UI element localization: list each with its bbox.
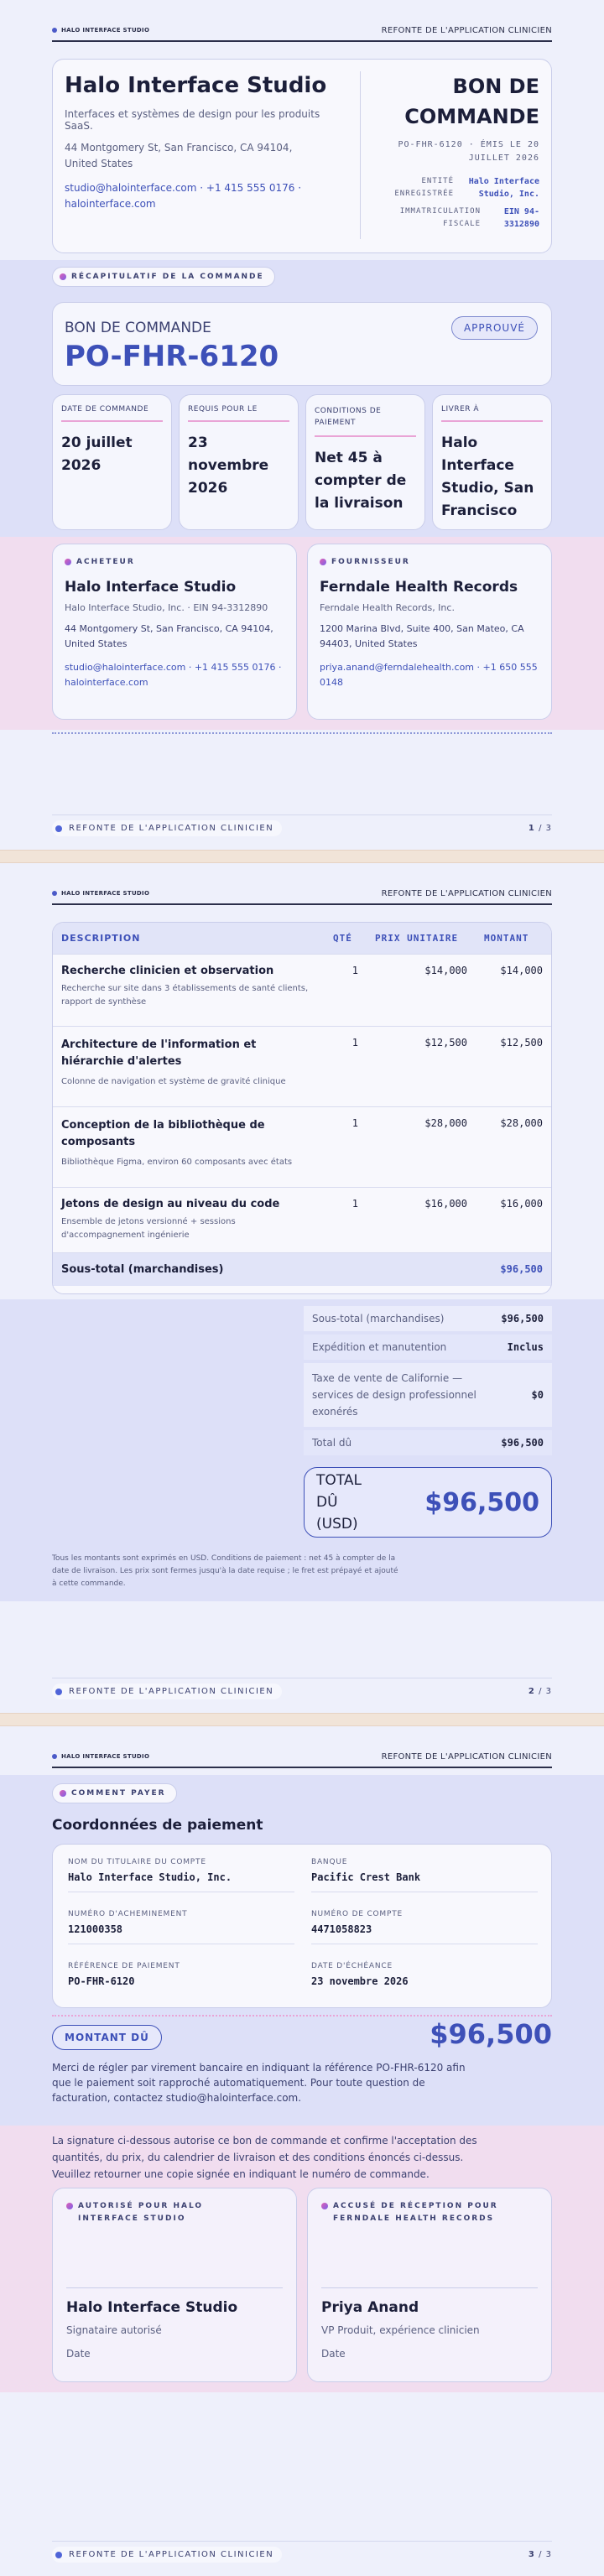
field-routing	[68, 1910, 294, 1944]
dot-icon	[60, 273, 66, 280]
buyer-name: Halo Interface Studio	[65, 579, 237, 596]
issuer-name: Halo Interface Studio	[65, 73, 327, 98]
supplier-card	[307, 544, 552, 720]
field-due-date	[311, 1962, 538, 1987]
supplier-name: Ferndale Health Records	[320, 579, 518, 596]
payment-instructions: Merci de régler par virement bancaire en indiquant la référence PO-FHR-6120 afin que le paiement soit rapproché automatiquement. Pour toute question de facturation, contactez studio@halointerface.com.	[52, 2062, 466, 2104]
fact-value: Net 45 à compter de la livraison	[315, 450, 407, 512]
fact-ship-to	[432, 394, 552, 530]
dot-icon	[321, 2203, 328, 2209]
item-qty: 1	[325, 1027, 367, 1107]
grand-total-label: TOTAL DÛ (USD)	[316, 1472, 362, 1533]
footer-label: REFONTE DE L'APPLICATION CLINICIEN	[69, 824, 274, 833]
field-value: 23 novembre 2026	[311, 1975, 409, 1987]
item-sub: Bibliothèque Figma, environ 60 composants avec états	[61, 1158, 293, 1167]
po-number: PO-FHR-6120	[65, 340, 279, 373]
project-name: REFONTE DE L'APPLICATION CLINICIEN	[381, 888, 552, 898]
brand-dot-icon	[52, 891, 57, 896]
item-sub: Recherche sur site dans 3 établissements de santé clients, rapport de synthèse	[61, 984, 309, 1007]
supplier-contact[interactable]: priya.anand@ferndalehealth.com · +1 650 555 0148	[320, 662, 538, 688]
brand-name: HALO INTERFACE STUDIO	[61, 890, 150, 897]
grand-total-value: $96,500	[424, 1487, 539, 1517]
totals-label: Total dû	[312, 1437, 352, 1449]
field-account-number	[311, 1910, 538, 1944]
item-qty: 1	[325, 1188, 367, 1253]
totals-value: $0	[531, 1389, 544, 1401]
item-qty: 1	[325, 955, 367, 1027]
dotted-divider	[52, 732, 552, 734]
amount-due-chip	[52, 2025, 162, 2050]
brand-dot-icon	[52, 1754, 57, 1759]
brand-dot-icon	[52, 28, 57, 33]
reg-label: IMMATRICULATION FISCALE	[399, 207, 481, 228]
summary-eyebrow: RÉCAPITULATIF DE LA COMMANDE	[71, 273, 264, 281]
field-value: 4471058823	[311, 1923, 538, 1944]
page-footer	[52, 814, 552, 836]
page-number: 1 / 3	[528, 824, 552, 833]
project-name: REFONTE DE L'APPLICATION CLINICIEN	[381, 1751, 552, 1762]
sig-left-date: Date	[66, 2348, 91, 2360]
fact-value: 20 juillet 2026	[61, 435, 133, 474]
item-title: Jetons de design au niveau du code	[61, 1198, 280, 1210]
page-3	[0, 1726, 604, 2576]
fact-value: Halo Interface Studio, San Francisco	[441, 435, 534, 519]
item-sub: Colonne de navigation et système de gravité clinique	[61, 1077, 286, 1086]
project-name: REFONTE DE L'APPLICATION CLINICIEN	[381, 25, 552, 35]
totals-row	[304, 1363, 552, 1427]
fact-value: 23 novembre 2026	[188, 435, 269, 497]
dot-icon	[66, 2203, 73, 2209]
sig-right-name: Priya Anand	[321, 2299, 419, 2316]
table-row	[53, 1027, 551, 1107]
issuer-contact[interactable]: studio@halointerface.com · +1 415 555 0176 · halointerface.com	[65, 182, 302, 210]
totals-label: Expédition et manutention	[312, 1341, 447, 1353]
page-footer	[52, 1678, 552, 1699]
brand-name: HALO INTERFACE STUDIO	[61, 1753, 150, 1760]
item-unit: $16,000	[367, 1188, 476, 1253]
footer-label: REFONTE DE L'APPLICATION CLINICIEN	[69, 1687, 274, 1696]
item-unit: $14,000	[367, 955, 476, 1027]
sig-left-eyebrow: AUTORISÉ POUR HALO INTERFACE STUDIO	[78, 2202, 204, 2223]
field-label: BANQUE	[311, 1858, 348, 1866]
totals-value: $96,500	[501, 1437, 544, 1449]
payment-title: Coordonnées de paiement	[52, 1817, 263, 1834]
item-sub: Ensemble de jetons versionné + sessions d'accompagnement ingénierie	[61, 1217, 236, 1240]
supplier-legal: Ferndale Health Records, Inc.	[320, 602, 455, 613]
totals-label: Taxe de vente de Californie — services de design professionnel exonérés	[312, 1372, 476, 1418]
footer-label: REFONTE DE L'APPLICATION CLINICIEN	[69, 2550, 274, 2559]
page-header	[52, 1750, 552, 1768]
table-row	[53, 1107, 551, 1188]
entity-value: Halo Interface Studio, Inc.	[468, 177, 539, 199]
page-1	[0, 0, 604, 850]
po-label: BON DE COMMANDE	[65, 320, 211, 336]
fact-order-date	[52, 394, 172, 530]
item-amount: $28,000	[476, 1107, 551, 1188]
amount-due-value: $96,500	[430, 2018, 552, 2050]
sig-right-role: VP Produit, expérience clinicien	[321, 2324, 480, 2336]
fact-required-date	[179, 394, 299, 530]
payment-eyebrow-chip	[52, 1783, 177, 1803]
page-header	[52, 23, 552, 42]
issuer-card	[52, 59, 552, 253]
buyer-address: 44 Montgomery St, San Francisco, CA 94104, United States	[65, 623, 273, 649]
fact-label: REQUIS POUR LE	[188, 405, 289, 422]
item-unit: $12,500	[367, 1027, 476, 1107]
signature-card-left	[52, 2188, 297, 2382]
payment-eyebrow: COMMENT PAYER	[71, 1789, 166, 1798]
sig-left-role: Signataire autorisé	[66, 2324, 162, 2336]
footer-dot-icon	[55, 1689, 62, 1695]
fact-label: LIVRER À	[441, 405, 543, 422]
doc-title-line1: BON DE	[452, 75, 539, 98]
signature-line	[321, 2287, 538, 2288]
supplier-eyebrow: FOURNISSEUR	[331, 558, 410, 566]
page-separator	[0, 850, 604, 863]
amount-due-chip-label: MONTANT DÛ	[65, 2032, 149, 2043]
summary-eyebrow-chip	[52, 267, 275, 287]
field-label: NOM DU TITULAIRE DU COMPTE	[68, 1858, 206, 1866]
buyer-legal: Halo Interface Studio, Inc. · EIN 94-3312890	[65, 602, 268, 613]
subtotal-value: $96,500	[476, 1253, 551, 1287]
entity-label: ENTITÉ ENREGISTRÉE	[394, 177, 454, 198]
totals-row	[304, 1430, 552, 1455]
field-reference	[68, 1962, 294, 1987]
col-unit-price: PRIX UNITAIRE	[367, 923, 476, 955]
totals-value: $96,500	[501, 1313, 544, 1324]
item-amount: $14,000	[476, 955, 551, 1027]
page-2	[0, 863, 604, 1713]
totals-row	[304, 1335, 552, 1360]
doc-title-line2: COMMANDE	[404, 105, 539, 128]
sig-left-name: Halo Interface Studio	[66, 2299, 238, 2316]
footer-dot-icon	[55, 825, 62, 832]
totals-row	[304, 1306, 552, 1331]
page-number: 3 / 3	[528, 2550, 552, 2559]
field-account-holder	[68, 1858, 294, 1892]
doc-meta: PO-FHR-6120 · ÉMIS LE 20 JUILLET 2026	[398, 140, 539, 163]
issuer-tagline: Interfaces et systèmes de design pour les produits SaaS.	[65, 108, 320, 132]
table-header-row	[53, 923, 551, 955]
grand-total-box	[304, 1467, 552, 1538]
payment-details-card	[52, 1844, 552, 2008]
facts-row	[52, 394, 552, 530]
totals-panel	[304, 1306, 552, 1538]
buyer-card	[52, 544, 297, 720]
signature-line	[66, 2287, 283, 2288]
page-separator	[0, 1713, 604, 1726]
table-row	[53, 955, 551, 1027]
field-label: RÉFÉRENCE DE PAIEMENT	[68, 1962, 180, 1970]
field-label: NUMÉRO D'ACHEMINEMENT	[68, 1910, 188, 1918]
reg-value: EIN 94-3312890	[503, 207, 539, 229]
issuer-address: 44 Montgomery St, San Francisco, CA 94104, United States	[65, 142, 293, 169]
supplier-address: 1200 Marina Blvd, Suite 400, San Mateo, CA 94403, United States	[320, 623, 524, 649]
fact-label: CONDITIONS DE PAIEMENT	[315, 405, 416, 437]
field-bank	[311, 1858, 538, 1892]
col-amount: MONTANT	[476, 923, 551, 955]
field-value: PO-FHR-6120	[68, 1975, 135, 1987]
item-unit: $28,000	[367, 1107, 476, 1188]
item-qty: 1	[325, 1107, 367, 1188]
buyer-contact[interactable]: studio@halointerface.com · +1 415 555 0176 · halointerface.com	[65, 662, 282, 688]
item-amount: $12,500	[476, 1027, 551, 1107]
field-label: NUMÉRO DE COMPTE	[311, 1910, 403, 1918]
dot-icon	[65, 559, 71, 565]
subtotal-label: Sous-total (marchandises)	[53, 1253, 476, 1287]
totals-note: Tous les montants sont exprimés en USD. Conditions de paiement : net 45 à compter de la date de livraison. Les prix sont fermes jusqu'à la date requise ; le fret est prépayé et ajouté à cette commande.	[52, 1554, 398, 1588]
brand-name: HALO INTERFACE STUDIO	[61, 27, 150, 34]
fact-label: DATE DE COMMANDE	[61, 405, 163, 422]
item-title: Architecture de l'information et hiérarchie d'alertes	[61, 1038, 257, 1068]
totals-value: Inclus	[507, 1341, 544, 1353]
field-value: Halo Interface Studio, Inc.	[68, 1871, 294, 1892]
field-label: DATE D'ÉCHÉANCE	[311, 1962, 393, 1970]
page-header	[52, 887, 552, 905]
footer-dot-icon	[55, 2552, 62, 2558]
signatures-intro: La signature ci-dessous autorise ce bon de commande et confirme l'acceptation des quantités, du prix, du calendrier de livraison et des conditions énoncés ci-dessus. Veuillez retourner une copie signée en indiquant le numéro de commande.	[52, 2135, 477, 2180]
page-footer	[52, 2541, 552, 2563]
buyer-eyebrow: ACHETEUR	[76, 558, 135, 566]
table-subtotal-row	[53, 1253, 551, 1287]
totals-label: Sous-total (marchandises)	[312, 1313, 445, 1324]
col-qty: QTÉ	[325, 923, 367, 955]
page-number: 2 / 3	[528, 1687, 552, 1696]
item-amount: $16,000	[476, 1188, 551, 1253]
field-value: Pacific Crest Bank	[311, 1871, 538, 1892]
divider	[360, 71, 361, 239]
dot-icon	[60, 1790, 66, 1797]
sig-right-eyebrow: ACCUSÉ DE RÉCEPTION POUR FERNDALE HEALTH RECORDS	[333, 2202, 498, 2223]
signature-card-right	[307, 2188, 552, 2382]
field-value: 121000358	[68, 1923, 294, 1944]
dot-icon	[320, 559, 326, 565]
sig-right-date: Date	[321, 2348, 346, 2360]
item-title: Recherche clinicien et observation	[61, 965, 274, 977]
fact-payment-terms	[305, 394, 425, 530]
po-number-card	[52, 302, 552, 386]
line-items-table	[52, 922, 552, 1294]
status-badge: APPROUVÉ	[451, 316, 538, 340]
item-title: Conception de la bibliothèque de composants	[61, 1119, 265, 1148]
col-description: DESCRIPTION	[53, 923, 325, 955]
table-row	[53, 1188, 551, 1253]
dotted-divider	[52, 2015, 552, 2017]
